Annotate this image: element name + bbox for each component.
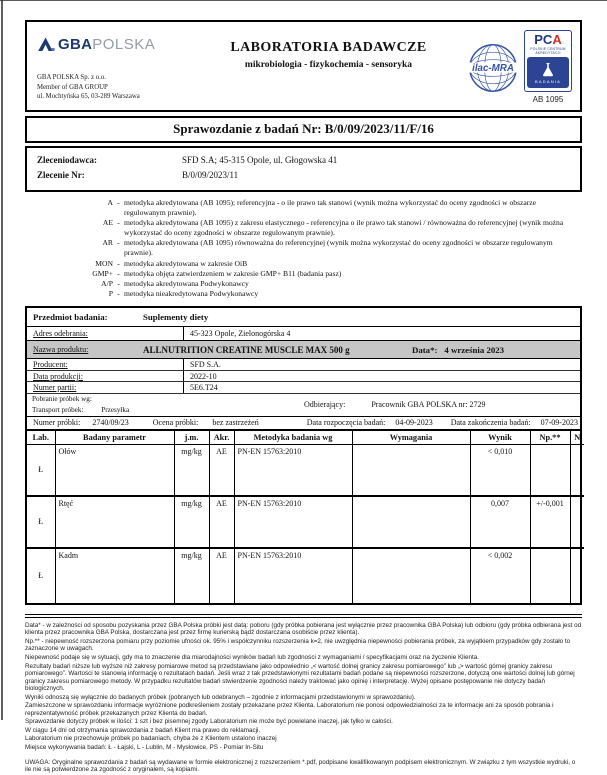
cell-parametr: Kadm (55, 548, 174, 603)
footnote-line: Wyniki odnoszą się wyłącznie do badanych próbek (pobranych lub odebranych – zgodnie z informacjami przedstawionymi w sprawozdaniu). (25, 693, 416, 701)
legend-text: metodyka akredytowana (AB 1095) równoważna do referencyjnej (wynik można wykorzystać do oceny zgodności w obszarze regulowanym prawnie). (124, 238, 553, 258)
cell-n (570, 496, 584, 548)
legend-abbr: A (107, 197, 113, 207)
pca-acronym (527, 33, 569, 46)
produkcja-label: Data produkcji: (33, 371, 83, 381)
cell-jm: mg/kg (174, 496, 209, 548)
pca-letters-pc: PC (534, 32, 553, 47)
cell-np: +/-0,001 (530, 496, 570, 548)
original-document-notice: UWAGA: Oryginalne sprawozdania z badań są wydawane w formie elektronicznej z rozszerzeniem *.pdf, podpisane kwalifikowanym podpisem elektronicznym. W związku z tym wszystkie wydruki, o ile nie są potwierdzone za zgodność z oryginałem, są kopiami. (25, 758, 576, 774)
results-header-row (27, 431, 584, 445)
rozpoczecie-value: 04-09-2023 (395, 418, 433, 428)
scan-artifact-top (0, 0, 607, 1)
ilac-mra-label: ilac-MRA (472, 62, 514, 74)
producent-value: SFD S.A. (190, 360, 221, 370)
cell-lab: Ł (27, 444, 55, 496)
report-title: Sprawozdanie z badań Nr: B/0/09/2023/11/F/16 (25, 116, 582, 143)
przedmiot-label: Przedmiot badania: (33, 312, 108, 323)
partia-value: 5E6.T24 (190, 383, 218, 393)
accreditation-number: AB 1095 (532, 95, 564, 105)
footnote-line: Niepewność podaje się w sytuacji, gdy ma to znaczenie dla miarodajności wyników badań lub zgodności z wymaganiami / specyfikacjami oraz na życzenie Klienta. (25, 654, 479, 661)
footnotes (25, 622, 582, 774)
cell-parametr: Rtęć (55, 496, 174, 548)
legend-item (25, 259, 582, 269)
cell-wynik: 0,007 (470, 496, 530, 548)
row-numer-probki (27, 417, 580, 431)
client-row (37, 153, 570, 168)
legend-text: metodyka objęta zatwierdzeniem w zakresie GMP+ B11 (badania pasz) (124, 268, 342, 278)
footnote-line: Np.** - niepewność rozszerzona pomiaru przy poziomie ufności ok. 95% i współczynniku rozszerzenia k=2, nie uwzględnia niepewności pobierania próbek, za wyjątkiem przypadków gdy zostało to zaznaczone w uwagach. (25, 637, 571, 653)
odbierajacy-value: Pracownik GBA POLSKA nr: 2729 (371, 400, 486, 410)
nazwa-label: Nazwa produktu: (33, 345, 89, 355)
legend-text: metodyka akredytowana (AB 1095); referencyjna - o ile prawo tak stanowi (wynik można wykorzystać do oceny zgodności w obszarze regulowanym prawnie). (124, 197, 537, 217)
date-label: Data*: (412, 344, 438, 355)
order-number-value: B/0/09/2023/11 (182, 170, 239, 181)
company-line: Member of GBA GROUP (37, 83, 108, 91)
legend-abbr: A/P (101, 278, 113, 288)
col-header-wynik: Wynik (470, 431, 530, 445)
header-left (37, 26, 207, 106)
legend-item (25, 279, 582, 289)
cell-np (530, 444, 570, 496)
transport-label: Transport próbek: (32, 405, 84, 414)
company-address (37, 73, 207, 102)
gba-logo (37, 36, 207, 53)
footnote-line: Zamieszczone w sprawozdaniu informacje wyróżnione podkreśleniem zostały przekazane przez Klienta. Laboratorium nie ponosi odpowiedzialności za te informacje ani za sposób pobrania i reprezentatywność próbek przekazanych przez Klienta do badań. (25, 702, 554, 717)
company-line: GBA POLSKA Sp. z o.o. (37, 74, 106, 82)
rozpoczecie-label: Data rozpoczęcia badań: (306, 418, 386, 428)
footer-separator (25, 614, 582, 618)
product-name: ALLNUTRITION CREATINE MUSCLE MAX 500 g (143, 344, 350, 355)
cell-metodyka: PN-EN 15763:2010 (234, 444, 352, 496)
cell-parametr: Ołów (55, 444, 174, 496)
client-row (37, 168, 570, 183)
row-producent (27, 359, 580, 371)
lab-subtitle: mikrobiologia - fizykochemia - sensoryka (244, 60, 413, 70)
pca-full-name: POLSKIE CENTRUM AKREDYTACJI (530, 47, 566, 56)
col-header-metodyka: Metodyka badania wg (234, 431, 352, 445)
transport-value: Przesyłka (101, 405, 130, 414)
adres-label: Adres odebrania: (33, 329, 88, 339)
cell-akr: AE (209, 496, 234, 548)
col-header-wymagania: Wymagania (352, 431, 470, 445)
cell-metodyka: PN-EN 15763:2010 (234, 548, 352, 603)
legend-abbr: GMP+ (92, 268, 113, 278)
adres-value: 45-323 Opole, Zielonogórska 4 (190, 329, 291, 339)
ocena-label: Ocena próbki: (152, 418, 199, 428)
pca-box (524, 30, 572, 92)
cell-wynik: < 0,010 (470, 444, 530, 496)
client-box (25, 146, 582, 192)
col-header-parametr: Badany parametr (55, 431, 174, 445)
probka-label: Numer próbki: (33, 418, 81, 428)
footnote-line: W ciągu 14 dni od otrzymania sprawozdania z badań Klient ma prawo do reklamacji. (25, 726, 261, 734)
col-header-np: Np.** (530, 431, 570, 445)
cell-metodyka: PN-EN 15763:2010 (234, 496, 352, 548)
cell-lab: Ł (27, 548, 55, 603)
cell-np (530, 548, 570, 603)
footnote-line: Laboratorium nie przechowuje próbek po badaniach, chyba że z Klientem ustalono inaczej (25, 735, 277, 743)
header-right (450, 26, 572, 106)
col-header-akr: Akr. (209, 431, 234, 445)
zakonczenie-value: 07-09-2023 (540, 418, 578, 428)
client-value: SFD S.A; 45-315 Opole, ul. Głogowska 41 (182, 155, 338, 165)
cell-n (570, 444, 584, 496)
header-center (207, 26, 450, 106)
legend-separator: - (117, 268, 120, 278)
legend-item (25, 289, 582, 299)
partia-label: Numer partii: (33, 383, 77, 393)
cell-jm: mg/kg (174, 548, 209, 603)
lab-title: LABORATORIA BADAWCZE (230, 40, 427, 55)
probka-value: 2740/09/23 (92, 418, 129, 428)
methodology-legend (25, 198, 582, 300)
cell-wymagania (352, 444, 470, 496)
legend-separator: - (117, 238, 120, 248)
cell-jm: mg/kg (174, 444, 209, 496)
cell-wymagania (352, 548, 470, 603)
legend-separator: - (117, 289, 120, 299)
gba-logo-text: GBA (58, 36, 93, 53)
cell-lab: Ł (27, 496, 55, 548)
footnote-line: Data* - w zależności od sposobu pozyskania przez GBA Polska próbki jest datą: poboru (gdy próbka pobierana jest wyłącznie przez pracownika GBA Polska) lub odbioru (gdy próbka odbierana jest od klienta przez pracownika GBA Polska, dostarczana jest przez firmę kurierską bądź dostarczana osobiście przez klienta). (25, 621, 582, 637)
pobranie-transport (27, 394, 304, 416)
row-przedmiot-badania (27, 308, 580, 327)
zakonczenie-label: Data zakończenia badań: (450, 418, 531, 428)
cell-akr: AE (209, 548, 234, 603)
legend-abbr: AE (102, 217, 113, 227)
legend-text: metodyka akredytowana (AB 1095) z zakresu elastycznego - referencyjna o ile prawo tak stanowi / równoważna do referencyjnej (wynik można wykorzystać do oceny zgodności w obszarze regulowanym prawnie). (124, 217, 564, 238)
legend-text: metodyka akredytowana w zakresie OiB (124, 258, 248, 268)
legend-text: metodyka akredytowana Podwykonawcy (124, 278, 249, 288)
row-pobranie-probek (27, 394, 580, 417)
row-numer-partii (27, 382, 580, 394)
gba-logo-text-polska: POLSKA (92, 36, 156, 53)
legend-abbr: MON (95, 258, 113, 268)
pca-badge-label: BADANIA (535, 78, 561, 84)
table-row (27, 444, 584, 496)
legend-item (25, 238, 582, 258)
legend-item (25, 218, 582, 238)
scan-artifact-left (1, 0, 3, 720)
sample-date (412, 345, 580, 355)
col-header-jm: j.m. (174, 431, 209, 445)
results-table (27, 431, 584, 603)
pca-badania-badge (527, 57, 569, 88)
pca-logo (524, 30, 572, 104)
legend-separator: - (117, 258, 120, 268)
legend-abbr: AR (102, 238, 113, 248)
legend-separator: - (117, 217, 120, 227)
table-row (27, 496, 584, 548)
cell-wynik: < 0,002 (470, 548, 530, 603)
producent-label: Producent: (33, 360, 68, 370)
produkcja-value: 2022-10 (190, 371, 217, 381)
cell-wymagania (352, 496, 470, 548)
col-header-lab: Lab. (27, 431, 55, 445)
row-adres-odebrania (27, 327, 580, 341)
legend-separator: - (117, 197, 120, 207)
legend-abbr: P (108, 289, 113, 299)
legend-separator: - (117, 278, 120, 288)
pca-letter-a: A (552, 32, 562, 47)
footnote-line: Rezultaty badań niższe lub wyższe niż zakresy pomiarowe metod są przedstawiane jako odpowiednio „< wartość dolnej granicy zakresu pomiarowego” lub „> wartość górnej granicy zakresu pomiarowego”. Wartości te stanowią informację o rezultatach badań. Jeśli wraz z tak przedstawionymi rezultatami badań podane są niepewności rozszerzone, dotyczą one wartości dolnej lub górnej granicy zakresu pomiarowego metody. W przypadku rezultatów badań stwierdzenie zgodności należy traktować jako opinię i interpretację. Wyżej opisane postępowanie nie dotyczy badań biologicznych. (25, 662, 575, 693)
cell-akr: AE (209, 444, 234, 496)
przedmiot-value: Suplementy diety (143, 312, 209, 323)
ocena-value: bez zastrzeżeń (212, 418, 259, 428)
flask-icon (541, 62, 555, 78)
client-label: Zleceniodawca: (37, 155, 97, 165)
company-line: ul. Mochtyńska 65, 03-289 Warszawa (37, 93, 140, 101)
table-row (27, 548, 584, 603)
pobranie-label: Pobranie próbek wg: (32, 395, 92, 404)
legend-item (25, 198, 582, 218)
legend-text: metodyka nieakredytowana Podwykonawcy (124, 289, 259, 299)
date-value: 4 września 2023 (444, 344, 505, 355)
cell-n (570, 548, 584, 603)
sample-details-box (25, 306, 582, 605)
footnote-line: Miejsce wykonywania badań: Ł - Łajski, L - Lublin, M - Mysłowice, PS - Pomiar In-Situ (25, 744, 264, 752)
legend-item (25, 269, 582, 279)
order-number-label: Zlecenie Nr: (37, 170, 85, 181)
ilac-mra-seal-icon (467, 42, 519, 94)
row-nazwa-produktu (27, 340, 580, 359)
col-header-n: N (570, 431, 584, 445)
row-data-produkcji (27, 371, 580, 383)
header (25, 20, 582, 112)
gba-logo-icon (37, 37, 55, 52)
odbierajacy-label: Odbierający: (304, 400, 346, 410)
odbierajacy (304, 400, 580, 409)
report-page (25, 20, 582, 775)
footnote-line: Sprawozdanie dotyczy próbek w ilości: 1 szt i bez pisemnej zgody Laboratorium nie może być powielane inaczej, jak tylko w całości. (25, 718, 393, 726)
